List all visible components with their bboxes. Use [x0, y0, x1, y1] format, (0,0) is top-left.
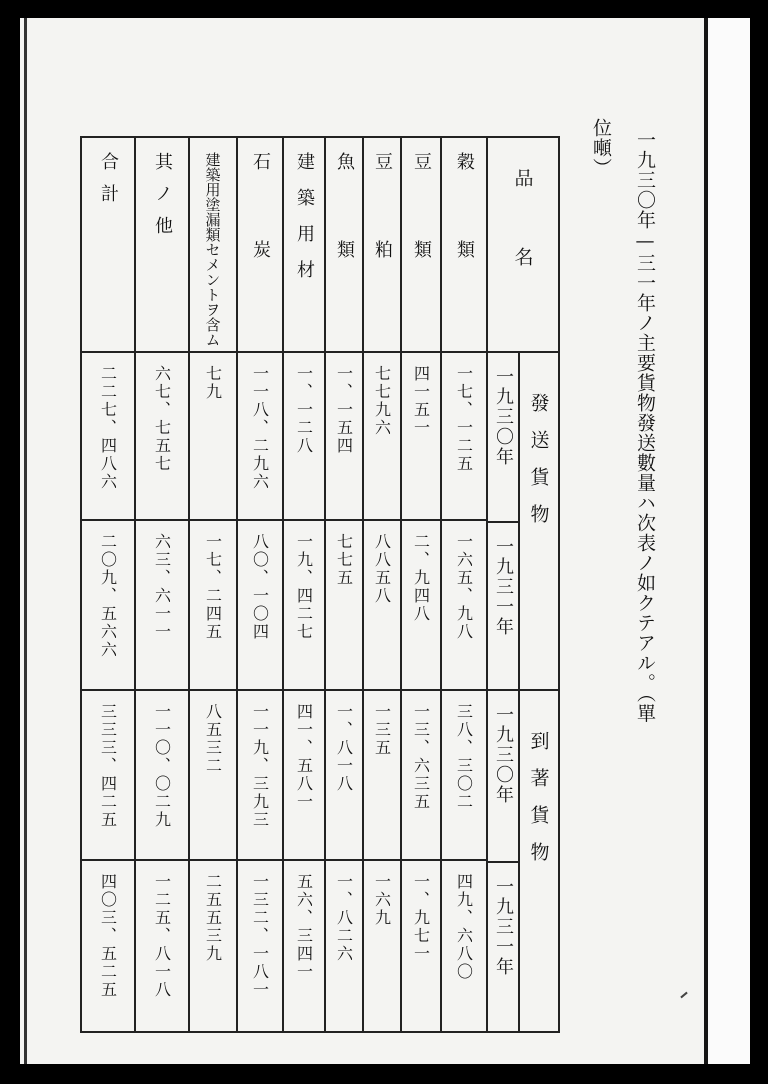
cell-fish-1931-arrival: 一、八二六 [325, 860, 363, 1032]
cell-coating-1931-arrival: 二五五三九 [189, 860, 237, 1032]
scan-speck [680, 992, 687, 999]
cell-coal-1930-arrival: 一一九、三九三 [237, 690, 283, 860]
header-arrived-group [487, 690, 559, 1032]
cell-total-1931-arrival: 四〇三、五二五 [81, 860, 135, 1032]
header-year-1930-arrival: 一九三〇年 [488, 691, 518, 863]
header-arrived: 到著貨物 [518, 691, 558, 1031]
cell-grain-1931-dispatch: 一六五、九八 [441, 520, 487, 690]
header-year-1930-dispatch: 一九三〇年 [488, 353, 518, 523]
cell-total-1930-dispatch: 二二七、四八六 [81, 352, 135, 520]
row-label-coal: 石炭 [237, 137, 283, 352]
cell-grain-1930-arrival: 三八、三〇二 [441, 690, 487, 860]
caption-unit-text: 位噸） [590, 118, 612, 178]
cell-beans-1930-dispatch: 四一五一 [401, 352, 441, 520]
row-label-bean-cake: 豆粕 [363, 137, 401, 352]
cell-coal-1931-arrival: 一三二、一八一 [237, 860, 283, 1032]
header-year-1931-arrival: 一九三一年 [493, 877, 514, 977]
cell-beans-1931-arrival: 一、九七一 [401, 860, 441, 1032]
cell-total-1930-arrival: 三三三、四二五 [81, 690, 135, 860]
row-label-total: 合計 [81, 137, 135, 352]
cell-coating-1931-dispatch: 一七、二四五 [189, 520, 237, 690]
cell-fish-1930-arrival: 一、八一八 [325, 690, 363, 860]
cell-fish-1931-dispatch: 七七五 [325, 520, 363, 690]
row-label-beans: 豆類 [401, 137, 441, 352]
cell-other-1930-dispatch: 六七、七五七 [135, 352, 189, 520]
cell-coating-1930-dispatch: 七九 [189, 352, 237, 520]
cell-timber-1931-dispatch: 一九、四二七 [283, 520, 325, 690]
cell-beancake-1931-dispatch: 八八五八 [363, 520, 401, 690]
cell-total-1931-dispatch: 二〇九、五六六 [81, 520, 135, 690]
freight-table [80, 136, 560, 1033]
cell-fish-1930-dispatch: 一、一五四 [325, 352, 363, 520]
right-margin [708, 18, 750, 1064]
row-label-fish: 魚類 [325, 137, 363, 352]
header-year-1931-dispatch: 一九三一年 [493, 537, 514, 637]
row-label-other: 其ノ他 [135, 137, 189, 352]
row-label-grain: 穀類 [441, 137, 487, 352]
header-item-name: 品名 [487, 137, 559, 352]
cell-beans-1931-dispatch: 二、九四八 [401, 520, 441, 690]
cell-other-1931-dispatch: 六三、六一一 [135, 520, 189, 690]
cell-timber-1930-dispatch: 一、一二八 [283, 352, 325, 520]
cell-beancake-1930-arrival: 一三五 [363, 690, 401, 860]
cell-other-1931-arrival: 一二五、八一八 [135, 860, 189, 1032]
cell-grain-1930-dispatch: 一七、一二五 [441, 352, 487, 520]
cell-beancake-1930-dispatch: 七七九六 [363, 352, 401, 520]
cell-timber-1930-arrival: 四一、五八一 [283, 690, 325, 860]
cell-beancake-1931-arrival: 一六九 [363, 860, 401, 1032]
document-page [20, 18, 750, 1064]
row-label-building-timber: 建築用材 [283, 137, 325, 352]
cell-grain-1931-arrival: 四九、六八〇 [441, 860, 487, 1032]
caption-text: 一九三〇年—三一年ノ主要貨物發送數量ハ次表ノ如クテアル。（單 [634, 130, 656, 724]
header-dispatched: 發送貨物 [518, 353, 558, 689]
cell-other-1930-arrival: 一一〇、〇二九 [135, 690, 189, 860]
cell-coal-1930-dispatch: 一一八、二九六 [237, 352, 283, 520]
cell-timber-1931-arrival: 五六、三四一 [283, 860, 325, 1032]
row-label-building-coating: 建築用塗漏類セメントヲ含ム [189, 137, 237, 352]
cell-coal-1931-dispatch: 八〇、一〇四 [237, 520, 283, 690]
cell-beans-1930-arrival: 一三、六三五 [401, 690, 441, 860]
page-edge-rule [24, 18, 27, 1064]
header-dispatched-group [487, 352, 559, 690]
cell-coating-1930-arrival: 八五三二 [189, 690, 237, 860]
